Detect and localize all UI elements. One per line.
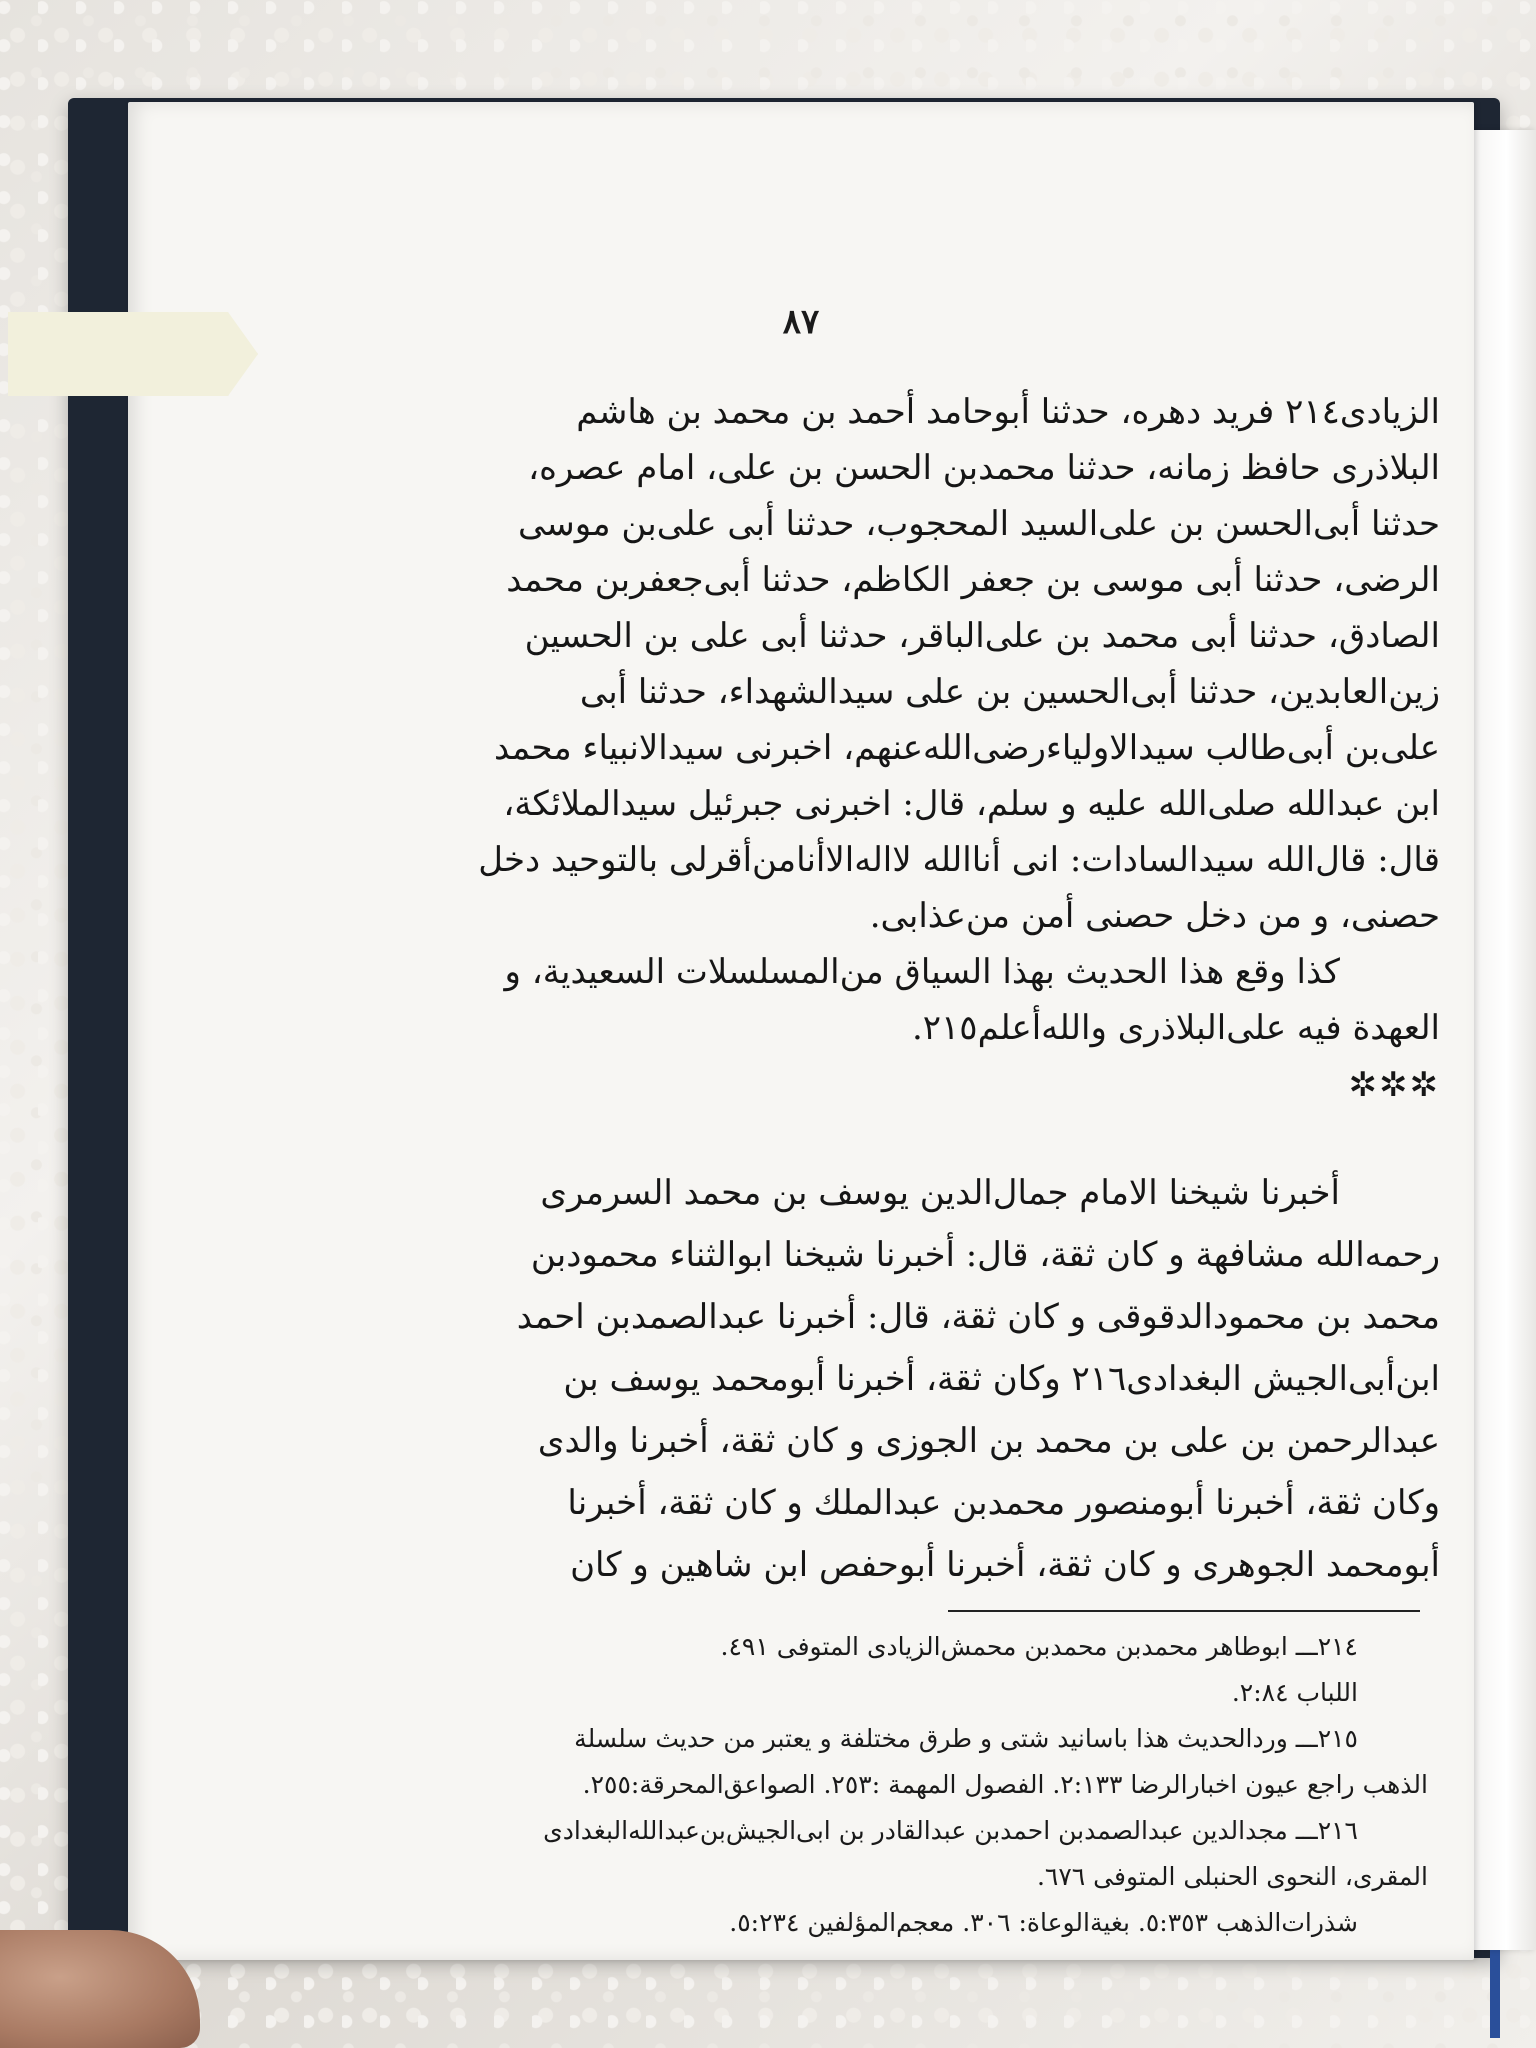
text-line: عبدالرحمن بن على بن محمد بن الجوزى و كان ثقة، أخبرنا والدى	[537, 1421, 1440, 1461]
text-line: أخبرنا شيخنا الامام جمال‌الدين يوسف بن محمد السرمرى	[540, 1173, 1340, 1213]
text-line: كذا وقع هذا الحديث بهذا السياق من‌المسلسلات السعيدية، و	[504, 952, 1340, 992]
text-line: الرضى، حدثنا أبى موسى بن جعفر الكاظم، حدثنا أبى‌جعفربن محمد	[506, 560, 1440, 600]
text-line: العهدة فيه على‌البلاذرى والله‌أعلم٢١٥.	[911, 1008, 1440, 1048]
footnote-line: شذرات‌الذهب ٥:٣٥٣. بغية‌الوعاة: ٣٠٦. معجم‌المؤلفين ٥:٢٣٤.	[729, 1908, 1358, 1937]
footnote-line: ٢١٥ـــ وردالحديث هذا باسانيد شتى و طرق مختلفة و يعتبر من حديث سلسلة	[574, 1724, 1358, 1753]
text-line: قال: قال‌الله سيدالسادات: انى أناالله لااله‌الاأنامن‌أقرلى بالتوحيد دخل	[478, 840, 1440, 880]
text-line: الزيادى٢١٤ فريد دهره، حدثنا أبوحامد أحمد بن محمد بن هاشم	[576, 392, 1440, 432]
text-line: على‌بن أبى‌طالب سيدالاولياء‌رضى‌الله‌عنهم، اخبرنى سيدالانبياء محمد	[494, 728, 1440, 768]
text-line: رحمه‌الله مشافهة و كان ثقة، قال: أخبرنا شيخنا ابوالثناء محمودبن	[530, 1235, 1440, 1275]
page-number: ٨٧	[782, 302, 820, 342]
footnote-line: اللباب ٢:٨٤.	[1231, 1678, 1358, 1707]
footnote-rule	[948, 1610, 1420, 1612]
text-line: أبومحمد الجوهرى و كان ثقة، أخبرنا أبوحفص ابن شاهين و كان	[570, 1545, 1440, 1585]
footnote-line: المقرى، النحوى الحنبلى المتوفى ٦٧٦.	[1036, 1862, 1428, 1891]
text-line: زين‌العابدين، حدثنا أبى‌الحسين بن على سيدالشهداء، حدثنا أبى	[579, 672, 1440, 712]
text-line: حدثنا أبى‌الحسن بن على‌السيد المحجوب، حدثنا أبى على‌بن موسى	[517, 504, 1440, 544]
section-separator: ✲✲✲	[1348, 1065, 1440, 1105]
book-page	[128, 102, 1474, 1960]
footnote-line: الذهب راجع عيون اخبارالرضا ٢:١٣٣. الفصول المهمة :٢٥٣. الصواعق‌المحرقة:٢٥٥.	[582, 1770, 1428, 1799]
bookmark-tab	[8, 312, 258, 396]
main-paragraph	[280, 384, 1440, 1116]
text-line: ابن عبدالله صلى‌الله عليه و سلم، قال: اخبرنى جبرئيل سيدالملائكة،	[503, 784, 1440, 824]
text-line: البلاذرى حافظ زمانه، حدثنا محمدبن الحسن بن على، امام عصره،	[528, 448, 1440, 488]
footnote-line: ٢١٦ـــ مجدالدين عبدالصمدبن احمدبن عبدالقادر بن ابى‌الجيش‌بن‌عبدالله‌البغدادى	[543, 1816, 1358, 1845]
text-line: الصادق، حدثنا أبى محمد بن على‌الباقر، حدثنا أبى على بن الحسين	[524, 616, 1440, 656]
text-line: ابن‌أبى‌الجيش البغدادى٢١٦ وكان ثقة، أخبرنا أبومحمد يوسف بن	[563, 1359, 1440, 1399]
footnote-line: ٢١٤ـــ ابوطاهر محمدبن محمدبن محمش‌الزيادى المتوفى ٤٩١.	[720, 1632, 1358, 1661]
footnotes	[328, 1624, 1428, 1946]
text-line: محمد بن محمودالدقوقى و كان ثقة، قال: أخبرنا عبدالصمدبن احمد	[516, 1297, 1440, 1337]
text-line: وكان ثقة، أخبرنا أبومنصور محمدبن عبدالملك و كان ثقة، أخبرنا	[567, 1483, 1440, 1523]
second-paragraph	[280, 1162, 1440, 1596]
text-line: حصنى، و من دخل حصنى أمن من‌عذابى.	[869, 896, 1440, 936]
